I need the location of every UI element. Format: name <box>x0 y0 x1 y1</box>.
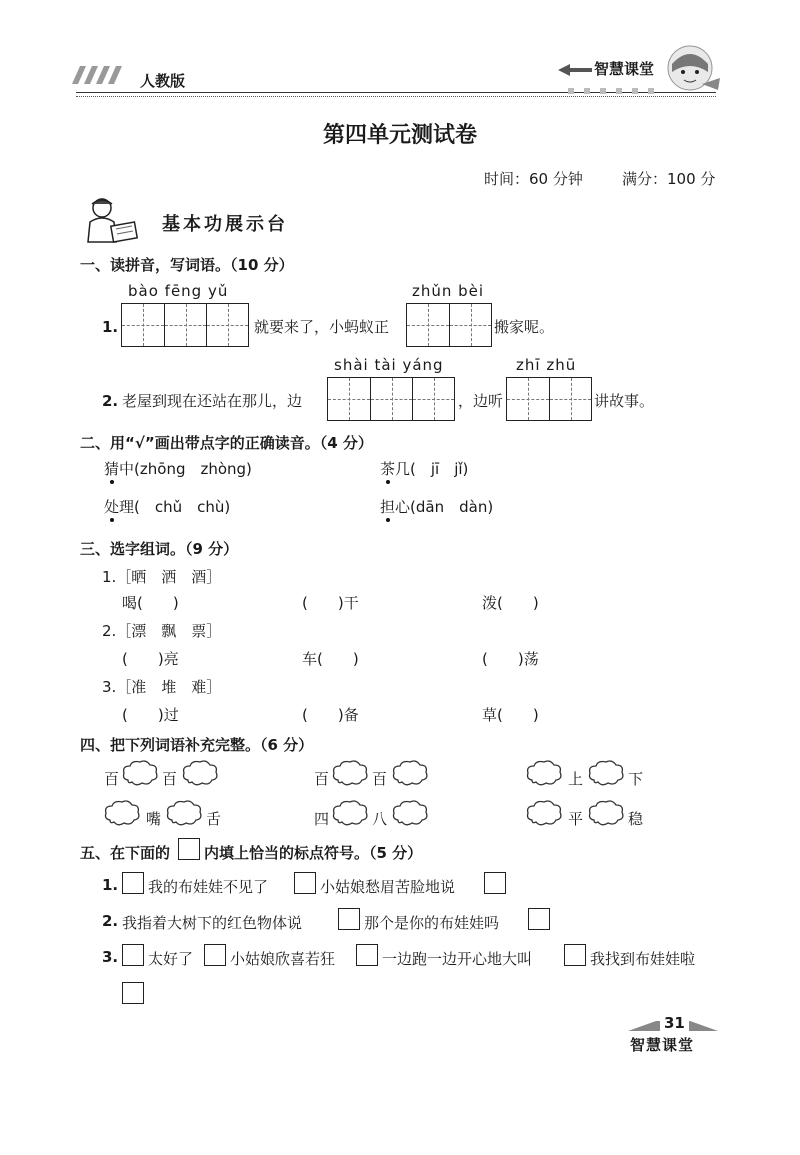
dotted-char: 担 <box>380 498 396 516</box>
cloud-blank[interactable] <box>526 800 562 826</box>
cloud-blank[interactable] <box>122 760 158 786</box>
q4-char: 下 <box>628 770 644 788</box>
q1-item2-text-c: 讲故事。 <box>594 392 655 410</box>
q1-item2-num: 2. <box>102 392 119 410</box>
full-score: 满分：100 分 <box>622 170 716 188</box>
q1-item1-num: 1. <box>102 318 119 336</box>
punct-box[interactable] <box>564 944 586 966</box>
header-dots <box>568 80 658 99</box>
q2-item-2[interactable]: 处理( chǔ chù) <box>104 498 231 516</box>
q5-s2-b: 那个是你的布娃娃吗 <box>364 914 500 932</box>
punct-box[interactable] <box>294 872 316 894</box>
q1-item1-text-b: 搬家呢。 <box>494 318 555 336</box>
q5-s3-d: 我找到布娃娃啦 <box>590 950 696 968</box>
answer-grid-shaitaiyang[interactable] <box>327 377 455 421</box>
punct-box[interactable] <box>338 908 360 930</box>
page-number: 31 <box>660 1014 689 1032</box>
q4-char: 稳 <box>628 810 644 828</box>
q3-blank[interactable]: 车( ) <box>302 650 359 668</box>
q5-s3-b: 小姑娘欣喜若狂 <box>230 950 336 968</box>
punct-box[interactable] <box>356 944 378 966</box>
q1-item2-pinyin-b: zhī zhū <box>516 356 577 374</box>
q5-s1-a: 我的布娃娃不见了 <box>148 878 269 896</box>
edition-label: 人教版 <box>140 72 186 90</box>
cloud-blank[interactable] <box>166 800 202 826</box>
q3-blank[interactable]: 草( ) <box>482 706 539 724</box>
q2-heading: 二、用“√”画出带点字的正确读音。（4 分） <box>80 434 373 452</box>
cloud-blank[interactable] <box>588 800 624 826</box>
q4-char: 百 <box>372 770 388 788</box>
section-banner: 基本功展示台 <box>162 214 288 235</box>
q3-blank[interactable]: 喝( ) <box>122 594 179 612</box>
cloud-blank[interactable] <box>392 800 428 826</box>
q2-item-0[interactable]: 猜中(zhōng zhòng) <box>104 460 252 478</box>
cloud-blank[interactable] <box>182 760 218 786</box>
q4-char: 百 <box>104 770 120 788</box>
q1-item1-text-a: 就要来了，小蚂蚁正 <box>254 318 390 336</box>
q3-group2-chars: 2.［漂 飘 票］ <box>102 622 222 640</box>
q3-blank[interactable]: ( )备 <box>302 706 359 724</box>
q3-blank[interactable]: ( )干 <box>302 594 359 612</box>
answer-grid-zhunbei[interactable] <box>406 303 492 347</box>
cloud-blank[interactable] <box>332 760 368 786</box>
q1-heading: 一、读拼音，写词语。（10 分） <box>80 256 294 274</box>
q5-s2-num: 2. <box>102 912 119 930</box>
time-limit: 时间：60 分钟 <box>484 170 583 188</box>
q4-char: 百 <box>314 770 330 788</box>
dotted-char: 处 <box>104 498 120 516</box>
student-reading-icon <box>80 196 142 250</box>
q4-char: 舌 <box>206 810 222 828</box>
brand-arrow-icon <box>558 62 592 81</box>
q2-item-3[interactable]: 担心(dān dàn) <box>380 498 494 516</box>
answer-grid-baofengyu[interactable] <box>121 303 249 347</box>
punct-box[interactable] <box>122 944 144 966</box>
q1-item1-pinyin-a: bào fēng yǔ <box>128 282 229 300</box>
q5-heading-a: 五、在下面的 <box>80 844 171 862</box>
punct-box-example <box>178 838 200 860</box>
q5-s2-a: 我指着大树下的红色物体说 <box>122 914 303 932</box>
q4-char: 四 <box>314 810 330 828</box>
punct-box[interactable] <box>204 944 226 966</box>
page-title: 第四单元测试卷 <box>322 122 477 148</box>
q5-s1-b: 小姑娘愁眉苦脸地说 <box>320 878 456 896</box>
cloud-blank[interactable] <box>526 760 562 786</box>
punct-box[interactable] <box>484 872 506 894</box>
q3-blank[interactable]: 泼( ) <box>482 594 539 612</box>
cloud-blank[interactable] <box>332 800 368 826</box>
header-brand: 智慧课堂 <box>594 60 655 78</box>
cloud-blank[interactable] <box>392 760 428 786</box>
dotted-char: 猜 <box>104 460 120 478</box>
q3-group1-chars: 1.［晒 洒 酒］ <box>102 568 222 586</box>
q4-char: 百 <box>162 770 178 788</box>
q5-s3-c: 一边跑一边开心地大叫 <box>382 950 533 968</box>
punct-box[interactable] <box>122 982 144 1004</box>
q3-group3-chars: 3.［准 堆 难］ <box>102 678 222 696</box>
q3-blank[interactable]: ( )荡 <box>482 650 539 668</box>
punct-box[interactable] <box>528 908 550 930</box>
dotted-char: 茶 <box>380 460 396 478</box>
header-stripes <box>72 64 124 90</box>
q4-heading: 四、把下列词语补充完整。（6 分） <box>80 736 314 754</box>
q4-char: 平 <box>568 810 584 828</box>
q5-s1-num: 1. <box>102 876 119 894</box>
q5-heading-b: 内填上恰当的标点符号。（5 分） <box>204 844 423 862</box>
q5-s3-num: 3. <box>102 948 119 966</box>
mascot-girl-icon <box>664 44 722 98</box>
q1-item2-text-b: ，边听 <box>458 392 504 410</box>
punct-box[interactable] <box>122 872 144 894</box>
q1-item2-text-a: 老屋到现在还站在那儿，边 <box>122 392 303 410</box>
q1-item2-pinyin-a: shài tài yáng <box>334 356 444 374</box>
q3-blank[interactable]: ( )亮 <box>122 650 179 668</box>
footer-brand: 智慧课堂 <box>630 1036 695 1054</box>
q5-s3-a: 太好了 <box>148 950 194 968</box>
q4-char: 上 <box>568 770 584 788</box>
q4-char: 嘴 <box>146 810 162 828</box>
q2-item-1[interactable]: 茶几( jī jǐ) <box>380 460 469 478</box>
q3-blank[interactable]: ( )过 <box>122 706 179 724</box>
cloud-blank[interactable] <box>588 760 624 786</box>
answer-grid-zhizhu[interactable] <box>506 377 592 421</box>
q4-char: 八 <box>372 810 388 828</box>
cloud-blank[interactable] <box>104 800 140 826</box>
q1-item1-pinyin-b: zhǔn bèi <box>412 282 485 300</box>
q3-heading: 三、选字组词。（9 分） <box>80 540 239 558</box>
